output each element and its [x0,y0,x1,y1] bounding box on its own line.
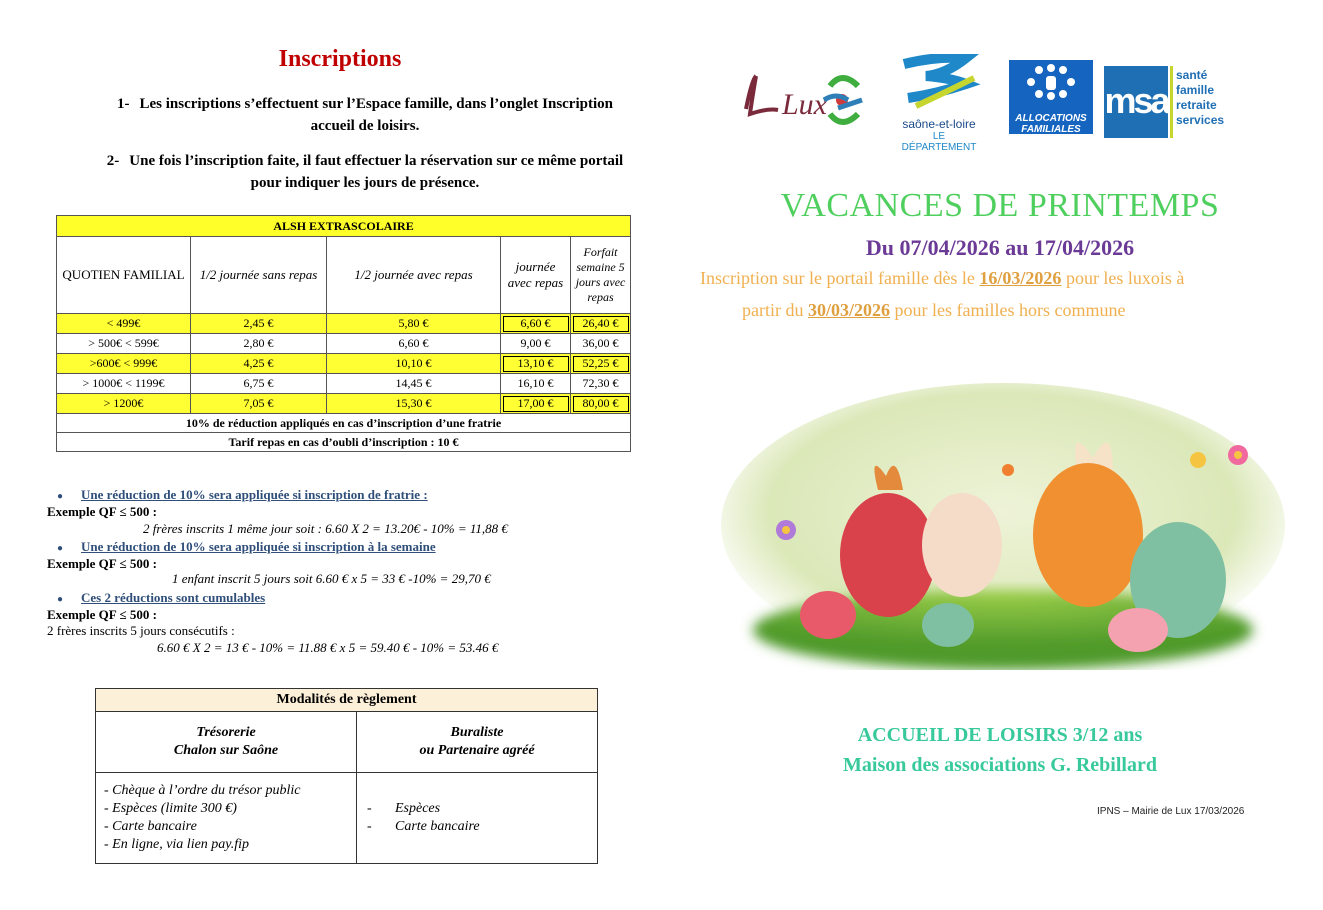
lux-logo-graphic [738,64,868,136]
caf-logo-graphic [1009,60,1093,108]
accueil-line-2: Maison des associations G. Rebillard [843,754,1157,776]
reduction-3-text: 2 frères inscrits 5 jours consécutifs : [47,623,235,638]
dash: - [367,801,372,816]
payment-title: Modalités de règlement [96,689,598,712]
payment-col-buraliste [357,712,598,773]
departement-line-1: saône-et-loire [902,117,976,131]
table-row [57,354,631,374]
reduction-2-calc: 1 enfant inscrit 5 jours soit 6.60 € x 5 = 33 € -10% = 29,70 € [172,571,491,586]
table-cell: 5,80 € [327,314,501,334]
table-cell: >600€ < 999€ [57,354,191,374]
table-cell: 72,30 € [571,374,631,394]
list-item [367,818,596,836]
table-row [57,374,631,394]
step-1-number: 1- [117,96,130,112]
inscription-text: pour les familles hors commune [890,300,1126,320]
table-row [57,334,631,354]
col-header-half-day-meal: 1/2 journée avec repas [327,237,501,314]
list-item: - Chèque à l’ordre du trésor public [104,783,301,798]
reduction-1-label: Exemple QF ≤ 500 : [47,504,157,519]
dash: - [367,819,372,834]
table-cell: 26,40 € [571,314,631,334]
reduction-3-heading: Ces 2 réductions sont cumulables [81,590,266,605]
msa-divider [1170,66,1173,138]
inscription-text: partir du [742,300,808,320]
reduction-2-heading: Une réduction de 10% sera appliquée si inscription à la semaine [81,539,436,554]
col-header-half-day-no-meal: 1/2 journée sans repas [191,237,327,314]
step-1-line-1: Les inscriptions s’effectuent sur l’Espace famille, dans l’onglet Inscription [139,96,613,112]
table-cell: 7,05 € [191,394,327,414]
step-2-line-2: pour indiquer les jours de présence. [250,175,480,191]
col-header-quotient: QUOTIEN FAMILIAL [57,237,191,314]
departement-line-2: LE DÉPARTEMENT [901,131,977,153]
note-repas: Tarif repas en cas d’oubli d’inscription : 10 € [57,433,631,452]
table-cell: > 500€ < 599€ [57,334,191,354]
lux-logo-text: Lux [782,88,827,121]
msa-word: services [1176,113,1225,127]
payment-col-tresorerie [96,712,357,773]
ipns-notice: IPNS – Mairie de Lux 17/03/2026 [1097,806,1245,817]
reduction-3-calc: 6.60 € X 2 = 13 € - 10% = 11.88 € x 5 = 59.40 € - 10% = 53.46 € [157,640,499,655]
reduction-1-heading: Une réduction de 10% sera appliquée si inscription de fratrie : [81,487,428,502]
reduction-2-label: Exemple QF ≤ 500 : [47,556,157,571]
inscription-line-1 [700,268,1184,289]
table-cell: 10,10 € [327,354,501,374]
table-cell: 9,00 € [501,334,571,354]
step-1 [85,93,645,137]
list-item-label: Carte bancaire [395,819,480,834]
list-item-label: Espèces [395,801,441,816]
table-cell: 17,00 € [501,394,571,414]
table-cell: < 499€ [57,314,191,334]
table-cell: 36,00 € [571,334,631,354]
table-cell: 15,30 € [327,394,501,414]
payment-table [95,688,598,864]
step-2 [75,150,655,194]
caf-line-1: ALLOCATIONS [1015,113,1087,124]
msa-word: retraite [1176,98,1217,112]
inscription-date-hors-commune: 30/03/2026 [807,300,890,320]
easter-eggs-image [718,380,1288,670]
tresorerie-line-1: Trésorerie [196,725,256,740]
saone-et-loire-logo [896,54,982,153]
list-item: - Espèces (limite 300 €) [104,801,237,816]
list-item: - Carte bancaire [104,819,197,834]
step-2-number: 2- [106,153,120,169]
table-cell: 4,25 € [191,354,327,374]
price-table [56,215,631,452]
step-2-line-1: Une fois l’inscription faite, il faut effectuer la réservation sur ce même portail [129,153,624,169]
buraliste-methods [357,773,598,864]
buraliste-line-1: Buraliste [450,725,504,740]
table-cell: 16,10 € [501,374,571,394]
easter-eggs-illustration [718,380,1288,670]
table-cell: 2,80 € [191,334,327,354]
reduction-3-label: Exemple QF ≤ 500 : [47,607,157,622]
msa-words [1176,68,1224,128]
table-cell: 52,25 € [571,354,631,374]
bullet-icon: ● [57,543,64,554]
msa-word: santé [1176,68,1208,82]
caf-line-2: FAMILIALES [1021,124,1081,135]
table-cell: 6,60 € [501,314,571,334]
msa-letters: msa [1104,80,1168,121]
col-header-day-meal: journée avec repas [501,237,571,314]
tresorerie-methods [96,773,357,864]
step-1-line-2: accueil de loisirs. [310,118,420,134]
table-row [57,394,631,414]
inscription-date-luxois: 16/03/2026 [979,268,1062,288]
table-cell: 2,45 € [191,314,327,334]
inscription-line-2 [742,300,1125,321]
reduction-1-calc: 2 frères inscrits 1 même jour soit : 6.60 X 2 = 13.20€ - 10% = 11,88 € [143,521,508,536]
lux-logo [738,64,868,136]
inscription-text: pour les luxois à [1061,268,1185,288]
table-cell: 6,60 € [327,334,501,354]
table-cell: > 1000€ < 1199€ [57,374,191,394]
note-fratrie: 10% de réduction appliqués en cas d’inscription d’une fratrie [57,414,631,433]
table-cell: 80,00 € [571,394,631,414]
accueil-line-1: ACCUEIL DE LOISIRS 3/12 ans [857,724,1143,746]
accueil-block [680,720,1320,780]
departement-logo-graphic [896,54,982,112]
list-item: - En ligne, via lien pay.fip [104,837,250,852]
table-cell: > 1200€ [57,394,191,414]
msa-logo [1104,66,1168,138]
table-cell: 14,45 € [327,374,501,394]
poster-dates: Du 07/04/2026 au 17/04/2026 [865,235,1135,260]
bullet-icon: ● [57,594,64,605]
bullet-icon: ● [57,491,64,502]
table-cell: 6,75 € [191,374,327,394]
col-header-week-package: Forfait semaine 5 jours avec repas [571,237,631,314]
poster-title: VACANCES DE PRINTEMPS [780,187,1220,224]
inscriptions-title: Inscriptions [278,46,402,72]
msa-word: famille [1176,83,1215,97]
buraliste-line-2: ou Partenaire agréé [419,743,535,758]
inscription-text: Inscription sur le portail famille dès le [700,268,980,288]
caf-logo [1009,60,1093,134]
tresorerie-line-2: Chalon sur Saône [173,743,279,758]
list-item [367,800,596,818]
table-row [57,314,631,334]
price-table-title: ALSH EXTRASCOLAIRE [57,216,631,237]
table-cell: 13,10 € [501,354,571,374]
